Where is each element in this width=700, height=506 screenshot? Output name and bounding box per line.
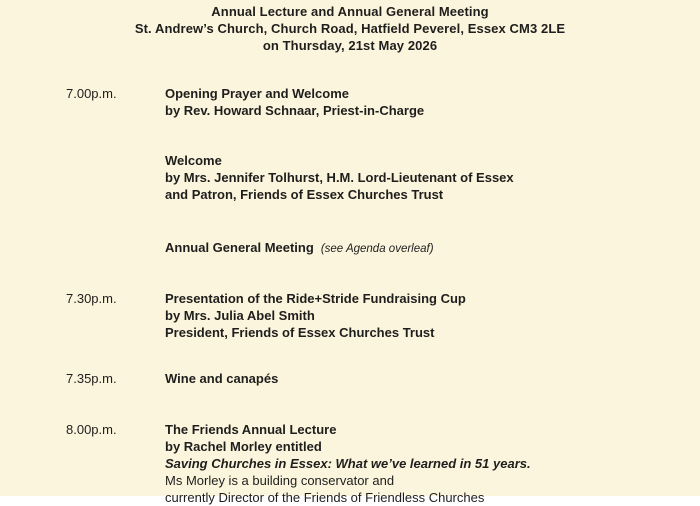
- schedule-line-segment: and Patron, Friends of Essex Churches Trust: [165, 187, 444, 202]
- schedule-line: [165, 102, 670, 119]
- schedule-lines: [165, 290, 670, 341]
- schedule-line: [165, 455, 670, 472]
- schedule-item: [0, 152, 700, 203]
- schedule-line-segment: by Mrs. Jennifer Tolhurst, H.M. Lord-Lieutenant of Essex: [165, 170, 514, 185]
- schedule-line: [165, 324, 670, 341]
- schedule-item: [0, 290, 700, 341]
- schedule-line-segment: by Rachel Morley entitled: [165, 439, 322, 454]
- schedule-line: [165, 239, 670, 258]
- schedule-line: [165, 370, 670, 387]
- schedule-line: [165, 489, 670, 506]
- schedule-line: [165, 421, 670, 438]
- schedule-lines: [165, 421, 670, 506]
- schedule-line-segment: President, Friends of Essex Churches Trust: [165, 325, 435, 340]
- schedule-line-segment: (see Agenda overleaf): [320, 243, 434, 255]
- schedule-time: 7.30p.m.: [66, 291, 117, 306]
- schedule-line-segment: The Friends Annual Lecture: [165, 422, 337, 437]
- schedule-item: [0, 239, 700, 258]
- schedule-line-segment: by Rev. Howard Schnaar, Priest-in-Charge: [165, 103, 425, 118]
- schedule-line-segment: currently Director of the Friends of Friendless Churches: [165, 490, 485, 505]
- schedule-line: [165, 438, 670, 455]
- schedule-line-segment: Welcome: [165, 153, 222, 168]
- schedule-line-segment: Annual General Meeting: [165, 240, 314, 255]
- schedule-line-segment: Opening Prayer and Welcome: [165, 86, 349, 101]
- schedule-lines: [165, 152, 670, 203]
- schedule-line: [165, 290, 670, 307]
- schedule-line: [165, 307, 670, 324]
- schedule-lines: [165, 239, 670, 258]
- schedule-line: [165, 472, 670, 489]
- schedule-time: 7.00p.m.: [66, 86, 117, 101]
- header-venue: St. Andrew’s Church, Church Road, Hatfield Peverel, Essex CM3 2LE: [134, 21, 566, 36]
- header-date: on Thursday, 21st May 2026: [262, 38, 438, 53]
- schedule-line-segment: Ms Morley is a building conservator and: [165, 473, 395, 488]
- schedule-line-segment: Saving Churches in Essex: What we’ve learned in 51 years.: [165, 456, 531, 471]
- schedule-line: [165, 186, 670, 203]
- schedule-line-segment: Presentation of the Ride+Stride Fundraising Cup: [165, 291, 466, 306]
- schedule-item: [0, 370, 700, 387]
- schedule-lines: [165, 85, 670, 119]
- schedule-time: 8.00p.m.: [66, 422, 117, 437]
- schedule-line: [165, 169, 670, 186]
- schedule-line-segment: Wine and canapés: [165, 371, 279, 386]
- schedule-item: [0, 85, 700, 119]
- schedule-line-segment: by Mrs. Julia Abel Smith: [165, 308, 315, 323]
- schedule-lines: [165, 370, 670, 387]
- header-title: Annual Lecture and Annual General Meeting: [211, 4, 489, 19]
- schedule-line: [165, 85, 670, 102]
- programme-header: [0, 3, 700, 54]
- schedule-line: [165, 152, 670, 169]
- schedule-time: 7.35p.m.: [66, 371, 117, 386]
- schedule-item: [0, 421, 700, 506]
